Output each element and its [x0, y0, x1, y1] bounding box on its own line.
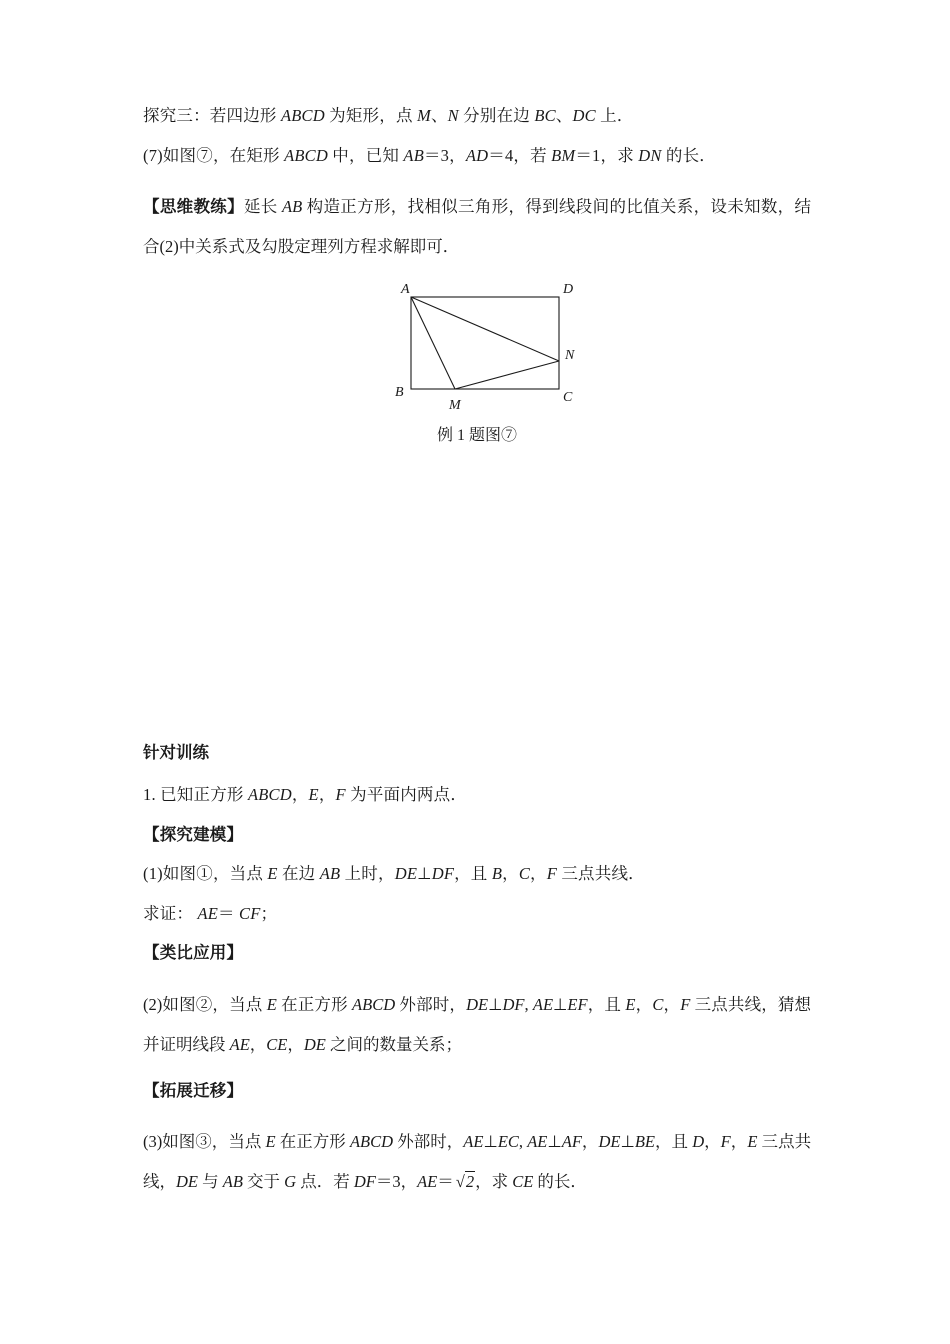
- explore-three-heading: 探究三：若四边形 ABCD 为矩形，点 M、N 分别在边 BC、DC 上．: [143, 106, 634, 125]
- figure-7-svg: [143, 279, 811, 439]
- label-extend-transfer-text: 【拓展迁移】: [143, 1080, 244, 1100]
- label-explore-model: [143, 824, 811, 844]
- sqrt-value: 2: [465, 1172, 475, 1191]
- question-7: (7)如图⑦，在矩形 ABCD 中，已知 AB＝3，AD＝4，若 BM＝1，求 DN 的长．: [143, 145, 716, 165]
- figure-7: [143, 279, 811, 444]
- thinking-coach-label: 【思维教练】: [143, 197, 244, 216]
- thinking-coach-paragraph: [143, 187, 811, 267]
- thinking-coach-text: 延长 AB 构造正方形，找相似三角形，得到线段间的比值关系，设未知数，结合(2)中关系式及勾股定理列方程求解即可．: [143, 197, 812, 256]
- figure-7-label-B: B: [395, 385, 404, 400]
- label-analogy-application: [143, 945, 811, 962]
- blank-space: [143, 439, 811, 739]
- training-question-1-2: (2)如图②，当点 E 在正方形 ABCD 外部时，DE⊥DF, AE⊥EF，且 E，C，F 三点共线，猜想并证明线段 AE，CE，DE 之间的数量关系；: [143, 994, 812, 1054]
- training-question-1-1-prove: 求证： AE＝ CF；: [143, 903, 278, 923]
- figure-7-label-M: M: [449, 398, 461, 413]
- figure-7-label-N: N: [565, 348, 575, 363]
- training-question-1-1: (1)如图①，当点 E 在边 AB 上时，DE⊥DF，且 B，C，F 三点共线．: [143, 864, 645, 883]
- training-question-1-3: (3)如图③，当点 E 在正方形 ABCD 外部时，AE⊥EC, AE⊥AF，DE⊥BE，且 D，F，E 三点共线，DE 与 AB 交于 G 点．若 DF＝3，AE＝ √2，求 CE 的长．: [143, 1122, 811, 1202]
- document-content: [143, 108, 811, 1202]
- figure-7-caption: 例 1 题图⑦: [436, 427, 517, 444]
- label-analogy-application-text: 【类比应用】: [143, 943, 244, 962]
- figure-7-label-A: A: [401, 282, 410, 297]
- sqrt-expression: √2: [455, 1172, 475, 1191]
- figure-7-label-C: C: [563, 390, 573, 405]
- label-extend-transfer: [143, 1080, 811, 1100]
- figure-7-label-D: D: [563, 282, 574, 297]
- section-title-training: 针对训练: [143, 743, 209, 762]
- label-explore-model-text: 【探究建模】: [143, 824, 244, 844]
- training-question-1: 1. 已知正方形 ABCD，E，F 为平面内两点．: [143, 785, 468, 804]
